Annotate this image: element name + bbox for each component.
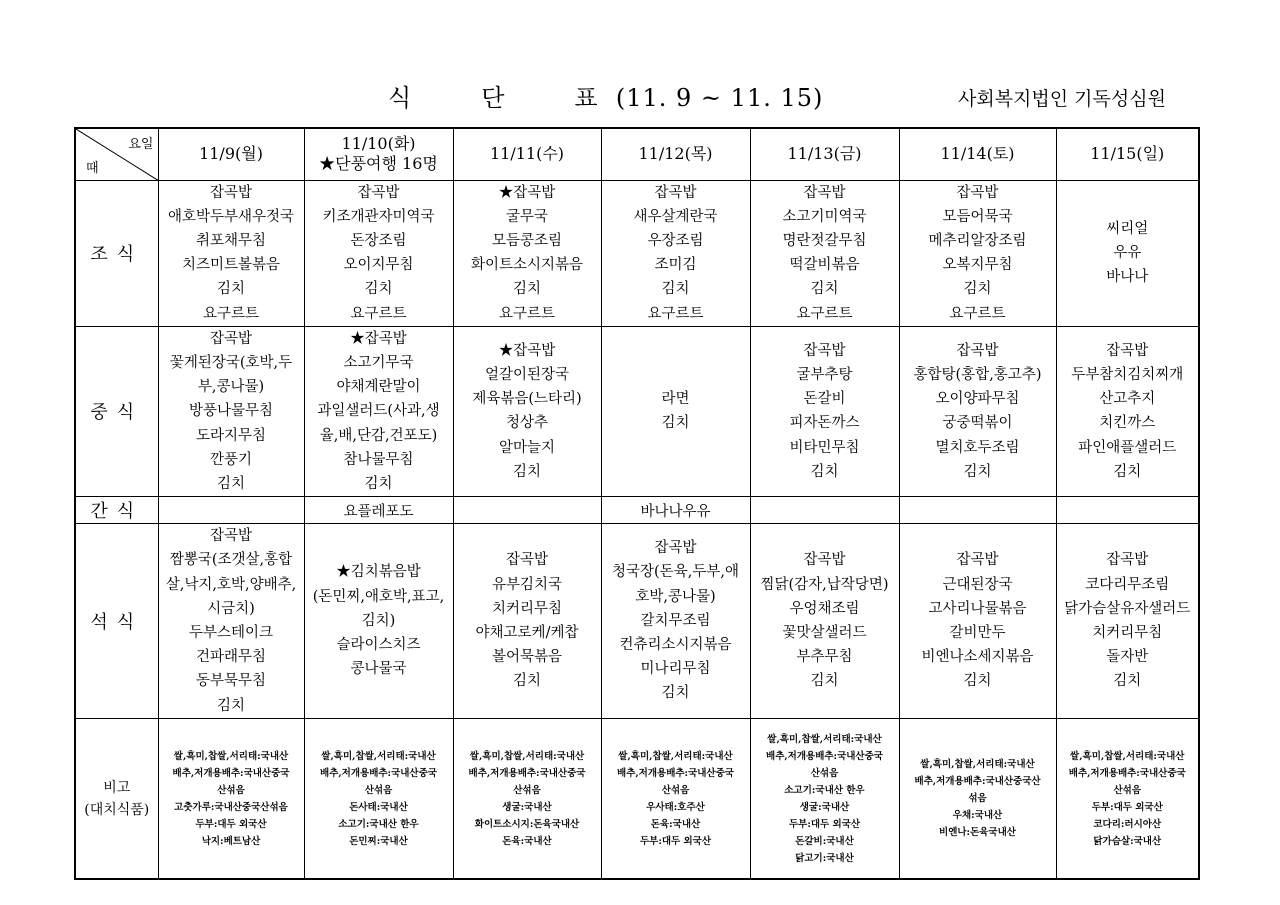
lunch-item: 참나물무침: [343, 451, 414, 468]
lunch-item: 피자돈까스: [789, 415, 860, 432]
lunch-item: 김치: [1113, 463, 1142, 480]
lunch-item: 소고기무국: [343, 354, 414, 371]
breakfast-cell: [304, 180, 453, 326]
lunch-item: 도라지무침: [195, 427, 267, 444]
note-item: 우채:국내산: [952, 810, 1003, 822]
note-cell: [1056, 718, 1199, 879]
lunch-cell: [158, 326, 304, 496]
day-label: 11/10(화): [341, 134, 416, 154]
note-item: 산섞음: [810, 767, 839, 779]
breakfast-item: 모듬콩조림: [491, 232, 563, 249]
dinner-item: 호박,콩나물): [635, 588, 716, 605]
lunch-item: 치킨까스: [1099, 415, 1156, 432]
lunch-item: 김치: [364, 475, 393, 492]
note-item: 배추,저개용배추:국내산중국: [766, 750, 883, 762]
breakfast-item: 떡갈비볶음: [789, 257, 860, 274]
lunch-item: 멸치호두조림: [935, 439, 1020, 456]
breakfast-cell: [158, 180, 304, 326]
breakfast-item: 화이트소시지볶음: [470, 257, 584, 274]
note-item: 두부:대두 외국산: [1091, 801, 1163, 813]
dinner-item: 볼어묵볶음: [491, 649, 563, 666]
dinner-item: 야채고로케/케찹: [475, 624, 579, 641]
note-cell: [601, 718, 750, 879]
note-cell: [750, 718, 899, 879]
dinner-item: 코다리무조림: [1085, 576, 1170, 593]
lunch-item: 잡곡밥: [1106, 342, 1149, 359]
note-item: 산섞음: [364, 784, 393, 796]
note-cell: [304, 718, 453, 879]
dinner-cell: [750, 524, 899, 719]
dinner-item: 고사리나물볶음: [928, 600, 1027, 617]
note-item: 배추,저개용배추:국내산중국: [1068, 767, 1186, 779]
dinner-item: 콩나물국: [350, 661, 407, 678]
lunch-item: 산고추지: [1099, 391, 1156, 408]
dinner-row: [75, 524, 1199, 719]
breakfast-item: 잡곡밥: [956, 184, 999, 201]
note-item: 두부:대두 외국산: [195, 818, 267, 830]
note-item: 배추,저개용배추:국내산중국: [617, 767, 734, 779]
dinner-item: 유부김치국: [491, 576, 563, 593]
note-item: 쌀,흑미,찹쌀,서리태:국내산: [469, 750, 585, 762]
breakfast-item: 오복지무침: [942, 257, 1013, 274]
note-item: 소고기:국내산 한우: [338, 818, 419, 830]
snack-cell: [158, 497, 304, 524]
lunch-item: 잡곡밥: [956, 342, 999, 359]
breakfast-item: 요구르트: [202, 305, 260, 322]
snack-cell: [899, 497, 1056, 524]
meal-label-snack: 간식: [75, 497, 158, 524]
breakfast-item: 요구르트: [498, 305, 556, 322]
dinner-item: 닭가슴살유자샐러드: [1064, 600, 1191, 617]
dinner-cell: [304, 524, 453, 719]
day-header: [750, 128, 899, 180]
note-sublabel: (대치식품): [84, 801, 150, 818]
breakfast-item: 잡곡밥: [209, 184, 253, 201]
note-item: 배추,저개용배추:국내산중국: [320, 767, 437, 779]
dinner-item: 우엉채조림: [789, 600, 860, 617]
lunch-item: 부,콩나물): [197, 379, 265, 396]
note-row: [75, 718, 1199, 879]
note-cell: [453, 718, 601, 879]
lunch-item: 굴부추탕: [796, 367, 853, 384]
meal-label-dinner: 석식: [75, 524, 158, 719]
breakfast-item: 취포채무침: [195, 232, 267, 249]
dinner-item: 잡곡밥: [505, 552, 549, 569]
dinner-item: 김치: [216, 697, 245, 714]
breakfast-item: 치즈미트볼볶음: [181, 257, 281, 274]
lunch-item: 알마늘지: [498, 439, 556, 456]
day-label: 11/15(일): [1090, 144, 1165, 164]
note-item: 두부:대두 외국산: [788, 818, 861, 830]
breakfast-item: 김치: [364, 281, 393, 298]
breakfast-item: 애호박두부새우젓국: [167, 208, 295, 225]
lunch-item: 율,배,단감,건포도): [319, 427, 438, 444]
lunch-item: 김치: [963, 463, 992, 480]
lunch-item: 잡곡밥: [803, 342, 846, 359]
note-item: 두부:대두 외국산: [639, 835, 712, 847]
dinner-item: (돈민찌,애호박,표고,: [312, 588, 445, 605]
dinner-cell: [158, 524, 304, 719]
snack-cell: [453, 497, 601, 524]
dinner-item: 김치: [810, 673, 839, 690]
lunch-item: 라면: [661, 391, 690, 408]
note-item: 돈사태:국내산: [349, 801, 408, 813]
lunch-item: 야채계란말이: [336, 379, 421, 396]
snack-cell: [750, 497, 899, 524]
dinner-item: 김치: [1113, 673, 1142, 690]
dinner-item: 살,낙지,호박,양배추,: [165, 576, 297, 593]
day-label: 11/11(수): [489, 144, 565, 164]
note-item: 산섞음: [661, 784, 690, 796]
lunch-cell: [1056, 326, 1199, 496]
breakfast-item: 굴무국: [505, 208, 549, 225]
note-cell: [158, 718, 304, 879]
note-item: 돈갈비:국내산: [795, 835, 854, 847]
note-item: 쌀,흑미,찹쌀,서리태:국내산: [767, 733, 882, 745]
lunch-row: [75, 326, 1199, 496]
note-item: 낙지:베트남산: [201, 835, 261, 847]
note-item: 돈육:국내산: [502, 835, 552, 847]
lunch-cell: [601, 326, 750, 496]
dinner-cell: [453, 524, 601, 719]
menu-table: [74, 127, 1200, 880]
breakfast-item: 돈장조림: [350, 232, 407, 249]
note-item: 소고기:국내산 한우: [784, 784, 865, 796]
lunch-item: 제육볶음(느타리): [472, 391, 582, 408]
note-item: 고춧가루:국내산중국산섞음: [174, 801, 288, 813]
dinner-item: 김치: [512, 673, 541, 690]
day-label: 11/13(금): [787, 144, 862, 164]
note-item: 돈민찌:국내산: [349, 835, 408, 847]
breakfast-item: 새우살계란국: [633, 208, 718, 225]
meal-label-breakfast: 조식: [75, 180, 158, 326]
breakfast-item: 바나나: [1106, 269, 1149, 286]
dinner-item: 잡곡밥: [209, 528, 253, 545]
breakfast-item: 잡곡밥: [654, 184, 697, 201]
corner-day-label: 요일: [128, 137, 154, 152]
dinner-item: 잡곡밥: [956, 552, 999, 569]
day-label: 11/14(토): [940, 144, 1015, 164]
header-row: [75, 128, 1199, 180]
dinner-item: 김치: [963, 673, 992, 690]
note-item: 닭가슴살:국내산: [1093, 835, 1162, 847]
dinner-item: 청국장(돈육,두부,애: [612, 564, 739, 581]
breakfast-item: 김치: [512, 281, 541, 298]
breakfast-item: 요구르트: [647, 305, 704, 322]
dinner-item: 김치: [661, 685, 690, 702]
note-item: 쌀,흑미,찹쌀,서리태:국내산: [321, 750, 436, 762]
note-item: 돈육:국내산: [650, 818, 701, 830]
dinner-item: 시금치): [207, 600, 255, 617]
dinner-item: 근대된장국: [942, 576, 1013, 593]
note-item: 쌀,흑미,찹쌀,서리태:국내산: [1070, 750, 1185, 762]
breakfast-item: 요구르트: [796, 305, 853, 322]
day-label: 11/9(월): [199, 144, 263, 164]
lunch-item: 잡곡밥: [209, 330, 253, 347]
dinner-item: 김치): [361, 612, 396, 629]
dinner-item: 갈비만두: [949, 624, 1006, 641]
lunch-cell: [750, 326, 899, 496]
dinner-item: 잡곡밥: [1106, 552, 1149, 569]
note-item: 산섞음: [217, 784, 245, 796]
note-item: 화이트소시지:돈육국내산: [474, 818, 580, 830]
note-item: 비엔나:돈육국내산: [939, 827, 1016, 839]
lunch-item: 방풍나물무침: [188, 403, 274, 420]
dinner-item: 꽃맛살샐러드: [782, 624, 867, 641]
note-item: 생굴:국내산: [502, 801, 552, 813]
snack-cell: [1056, 497, 1199, 524]
snack-cell: 요플레포도: [304, 497, 453, 524]
dinner-item: 동부묵무침: [195, 673, 267, 690]
dinner-cell: [899, 524, 1056, 719]
meal-label-note: [75, 718, 158, 879]
lunch-item: 김치: [661, 415, 690, 432]
dinner-item: 부추무침: [796, 649, 853, 666]
breakfast-item: 요구르트: [949, 305, 1006, 322]
lunch-cell: [453, 326, 601, 496]
day-header: [601, 128, 750, 180]
lunch-item: 파인애플샐러드: [1078, 439, 1177, 456]
day-label: 11/12(목): [638, 144, 713, 164]
dinner-item: 두부스테이크: [188, 624, 274, 641]
breakfast-item: 김치: [810, 281, 839, 298]
lunch-item: 김치: [512, 463, 541, 480]
dinner-item: 잡곡밥: [654, 540, 697, 557]
lunch-cell: [304, 326, 453, 496]
lunch-item: ★잡곡밥: [498, 342, 556, 359]
note-item: 쌀,흑미,찹쌀,서리태:국내산: [173, 750, 289, 762]
dinner-item: 슬라이스치즈: [336, 637, 421, 654]
breakfast-item: 김치: [963, 281, 992, 298]
lunch-item: ★잡곡밥: [350, 330, 407, 347]
dinner-item: 비엔나소세지볶음: [921, 649, 1034, 666]
dinner-item: 컨츄리소시지볶음: [619, 637, 732, 654]
note-item: 산섞음: [513, 784, 541, 796]
day-header: [304, 128, 453, 180]
lunch-item: 김치: [216, 475, 245, 492]
breakfast-item: 우유: [1113, 245, 1142, 261]
note-item: 닭고기:국내산: [795, 852, 854, 864]
dinner-item: ★김치볶음밥: [336, 564, 421, 581]
dinner-item: 치커리무침: [491, 600, 563, 617]
dinner-item: 찜닭(감자,납작당면): [760, 576, 889, 593]
note-item: 배추,저개용배추:국내산중국: [468, 767, 586, 779]
lunch-item: 꽃게된장국(호박,두: [169, 354, 293, 371]
day-header: [899, 128, 1056, 180]
day-header: [1056, 128, 1199, 180]
lunch-item: 과일샐러드(사과,생: [317, 403, 440, 420]
breakfast-item: 잡곡밥: [357, 184, 400, 201]
breakfast-cell: [453, 180, 601, 326]
breakfast-item: 메추리알장조림: [928, 232, 1027, 249]
day-note: ★단풍여행 16명: [319, 154, 438, 174]
lunch-item: 돈갈비: [803, 391, 846, 408]
note-item: 배추,저개용배추:국내산중국: [172, 767, 290, 779]
dinner-item: 돌자반: [1106, 649, 1149, 666]
dinner-item: 건파래무침: [195, 649, 267, 666]
note-item: 생굴:국내산: [799, 801, 850, 813]
breakfast-item: 김치: [661, 281, 690, 298]
note-item: 산섞음: [1113, 784, 1142, 796]
lunch-item: 오이양파무침: [935, 391, 1020, 408]
lunch-item: 청상추: [505, 415, 549, 432]
note-item: 코다리:러시아산: [1093, 818, 1162, 830]
breakfast-item: 명란젓갈무침: [782, 232, 867, 249]
breakfast-item: 오이지무침: [343, 257, 414, 274]
day-header: [453, 128, 601, 180]
page-title: 식 단 표 (11. 9 ~ 11. 15): [388, 84, 824, 112]
breakfast-item: 소고기미역국: [782, 208, 867, 225]
meal-label-lunch: 중식: [75, 326, 158, 496]
note-item: 쌀,흑미,찹쌀,서리태:국내산: [618, 750, 733, 762]
note-item: 우사태:호주산: [646, 801, 705, 813]
corner-cell: [75, 128, 158, 180]
note-cell: [899, 718, 1056, 879]
lunch-item: 홍합탕(홍합,홍고추): [913, 367, 1042, 384]
note-item: 쌀,흑미,찹쌀,서리태:국내산: [920, 759, 1035, 771]
dinner-item: 짬뽕국(조갯살,홍합: [169, 552, 293, 569]
lunch-item: 깐풍기: [209, 451, 253, 468]
dinner-item: 미나리무침: [640, 661, 711, 678]
breakfast-item: 요구르트: [350, 305, 407, 322]
note-label: 비고: [103, 779, 131, 796]
dinner-item: 갈치무조림: [640, 612, 711, 629]
breakfast-cell: [601, 180, 750, 326]
breakfast-item: 키조개관자미역국: [322, 208, 435, 225]
breakfast-item: ★잡곡밥: [498, 184, 556, 201]
dinner-item: 잡곡밥: [803, 552, 846, 569]
breakfast-item: 잡곡밥: [803, 184, 846, 201]
snack-cell: 바나나우유: [601, 497, 750, 524]
breakfast-cell: [1056, 180, 1199, 326]
organization-name: 사회복지법인 기독성심원: [958, 88, 1166, 110]
lunch-item: 비타민무침: [789, 439, 860, 456]
lunch-item: 궁중떡볶이: [942, 415, 1013, 432]
lunch-cell: [899, 326, 1056, 496]
lunch-item: 얼갈이된장국: [484, 367, 570, 384]
breakfast-cell: [899, 180, 1056, 326]
lunch-item: 두부참치김치찌개: [1071, 367, 1184, 384]
breakfast-item: 우장조림: [647, 232, 704, 249]
breakfast-item: 모듬어묵국: [942, 208, 1013, 225]
dinner-cell: [601, 524, 750, 719]
day-header: [158, 128, 304, 180]
lunch-item: 김치: [810, 463, 839, 480]
breakfast-cell: [750, 180, 899, 326]
breakfast-item: 김치: [216, 281, 245, 298]
note-item: 배추,저개용배추:국내산중국산: [914, 776, 1041, 788]
breakfast-row: [75, 180, 1199, 326]
breakfast-item: 조미김: [654, 257, 697, 274]
snack-row: [75, 497, 1199, 524]
corner-meal-label: 때: [86, 160, 99, 176]
note-item: 섞음: [968, 793, 987, 805]
dinner-item: 치커리무침: [1092, 624, 1163, 641]
dinner-cell: [1056, 524, 1199, 719]
breakfast-item: 씨리얼: [1106, 220, 1149, 237]
